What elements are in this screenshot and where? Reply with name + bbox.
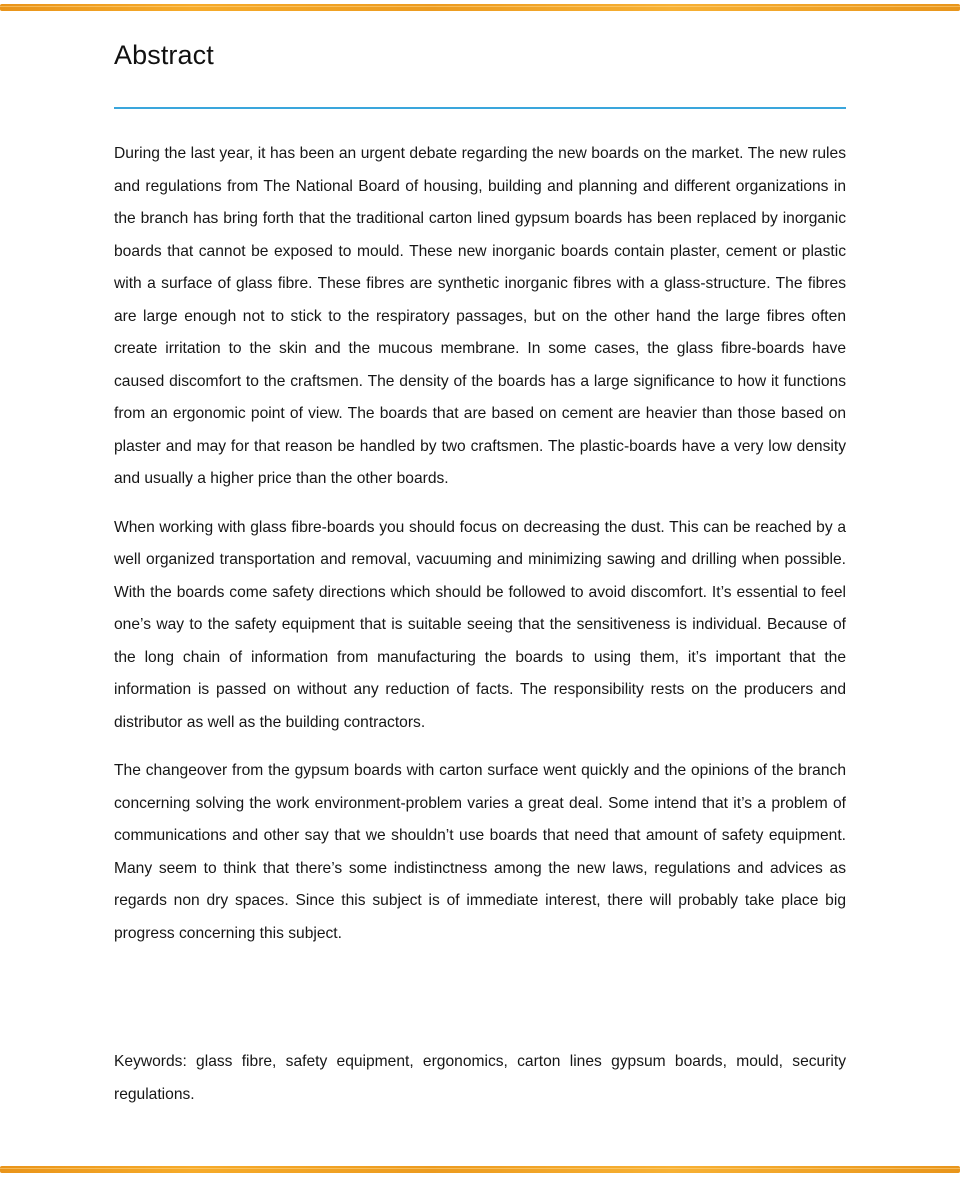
abstract-paragraph-2: When working with glass fibre-boards you should focus on decreasing the dust. This can be reached by a well organized transportation and removal, vacuuming and minimizing sawing and drilling when possible. With the boards come safety directions which should be followed to avoid discomfort. It’s essential to feel one’s way to the safety equipment that is suitable seeing that the sensitiveness is individual. Because of the long chain of information from manufacturing the boards to using them, it’s important that the information is passed on without any reduction of facts. The responsibility rests on the producers and distributor as well as the building contractors. bbox=[114, 518, 846, 731]
title-underline-rule bbox=[114, 107, 846, 109]
top-decorative-border bbox=[0, 4, 960, 11]
keywords-paragraph: Keywords: glass fibre, safety equipment, ergonomics, carton lines gypsum boards, mould, security regulations. bbox=[114, 1053, 846, 1103]
page-title: Abstract bbox=[114, 40, 214, 70]
bottom-decorative-border bbox=[0, 1166, 960, 1173]
abstract-paragraph-3: The changeover from the gypsum boards with carton surface went quickly and the opinions of the branch concerning solving the work environment-problem varies a great deal. Some intend that it’s a problem of communications and other say that we shouldn’t use boards that need that amount of safety equipment. Many seem to think that there’s some indistinctness among the new laws, regulations and advices as regards non dry spaces. Since this subject is of immediate interest, there will probably take place big progress concerning this subject. bbox=[114, 762, 846, 942]
abstract-paragraph-1: During the last year, it has been an urgent debate regarding the new boards on the market. The new rules and regulations from The National Board of housing, building and planning and different organizations in the branch has bring forth that the traditional carton lined gypsum boards has been replaced by inorganic boards that cannot be exposed to mould. These new inorganic boards contain plaster, cement or plastic with a surface of glass fibre. These fibres are synthetic inorganic fibres with a glass-structure. The fibres are large enough not to stick to the respiratory passages, but on the other hand the large fibres often create irritation to the skin and the mucous membrane. In some cases, the glass fibre-boards have caused discomfort to the craftsmen. The density of the boards has a large significance to how it functions from an ergonomic point of view. The boards that are based on cement are heavier than those based on plaster and may for that reason be handled by two craftsmen. The plastic-boards have a very low density and usually a higher price than the other boards. bbox=[114, 145, 846, 487]
abstract-body bbox=[114, 138, 846, 950]
